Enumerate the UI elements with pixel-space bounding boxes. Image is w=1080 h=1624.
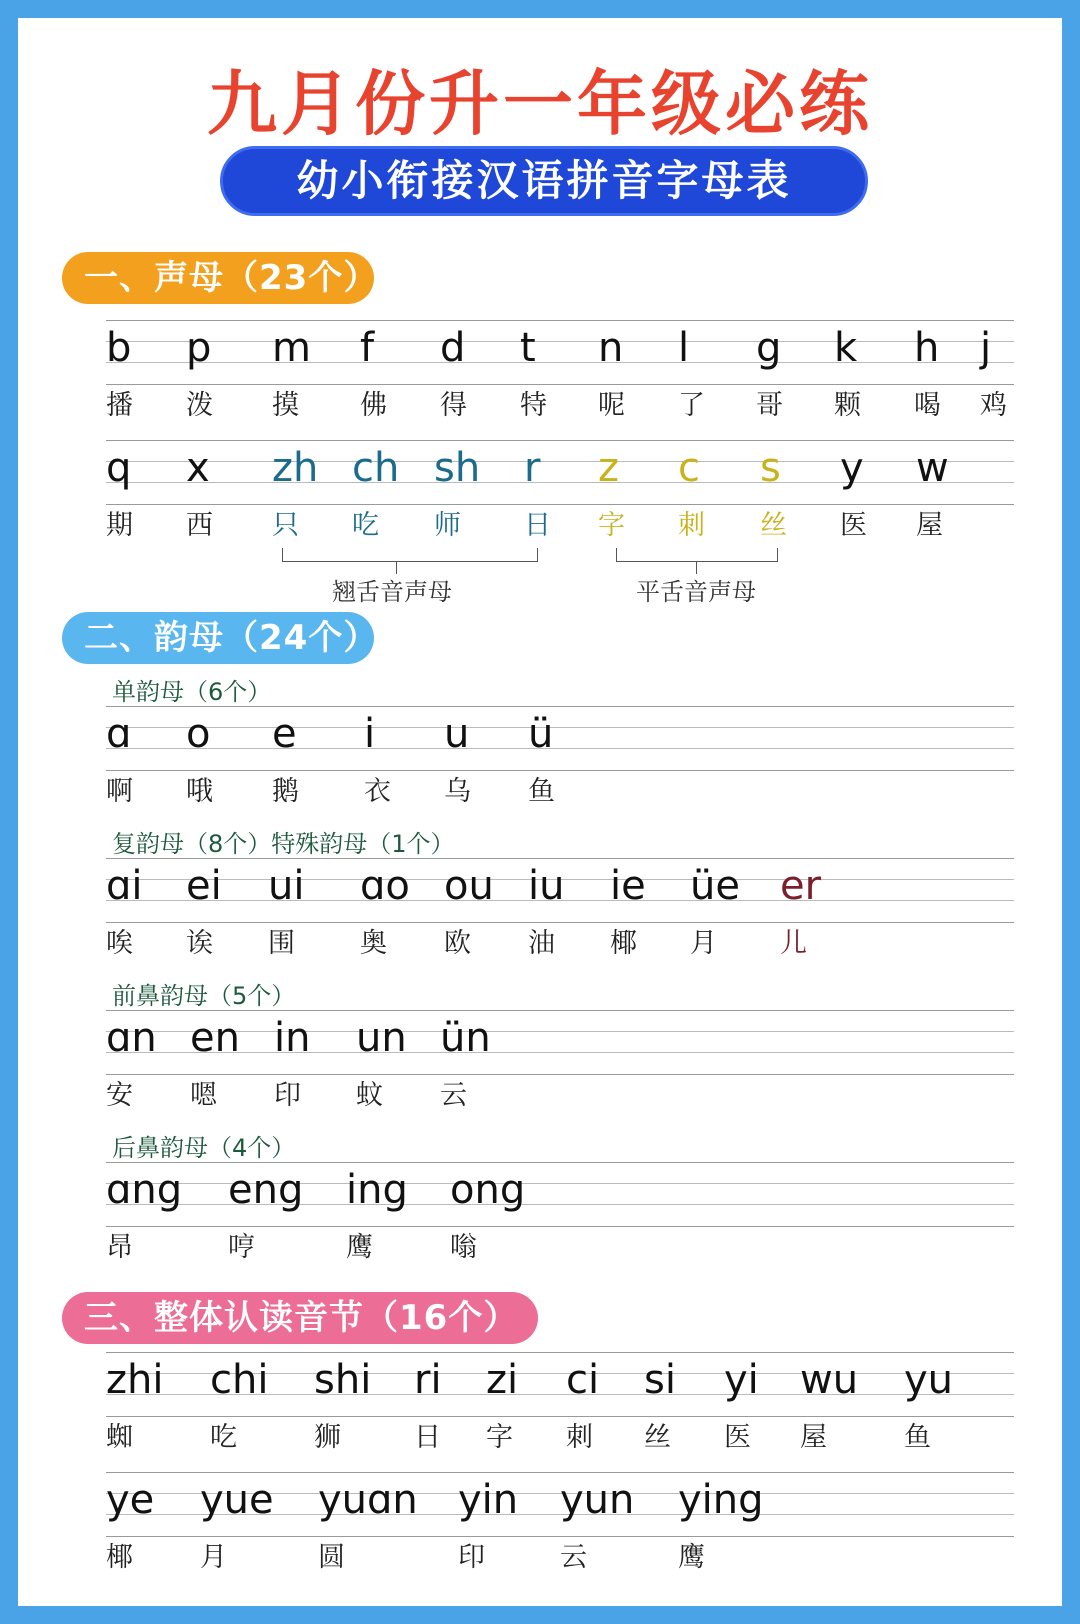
hanzi-诶: 诶 xyxy=(186,928,213,959)
pinyin-ɑo: ɑo xyxy=(360,863,410,909)
guide-line xyxy=(106,1226,1014,1227)
dan-yunmu-label: 单韵母（6个） xyxy=(112,678,272,706)
pinyin-ch: ch xyxy=(352,445,400,491)
hanzi-奥: 奥 xyxy=(360,928,387,959)
hanzi-乌: 乌 xyxy=(444,776,471,807)
pinyin-h: h xyxy=(914,325,940,371)
pinyin-p: p xyxy=(186,325,212,371)
pinyin-ong: ong xyxy=(450,1167,526,1213)
hanzi-特: 特 xyxy=(520,390,547,421)
pinyin-j: j xyxy=(980,325,992,371)
pinyin-yue: yue xyxy=(200,1477,274,1523)
hanzi-唉: 唉 xyxy=(106,928,133,959)
hanzi-日: 日 xyxy=(414,1422,441,1453)
guide-line xyxy=(106,1472,1014,1473)
hanzi-蜘: 蜘 xyxy=(106,1422,133,1453)
pinyin-ɑ: ɑ xyxy=(106,711,132,757)
qian-yunmu-label: 前鼻韵母（5个） xyxy=(112,982,296,1010)
guide-line xyxy=(106,1074,1014,1075)
pinyin-s: s xyxy=(760,445,781,491)
pinyin-yu: yu xyxy=(904,1357,954,1403)
pinyin-yin: yin xyxy=(458,1477,519,1523)
guide-line xyxy=(106,748,1014,749)
qiaoshe-label: 翘舌音声母 xyxy=(332,578,452,606)
pinyin-zi: zi xyxy=(486,1357,519,1403)
guide-line xyxy=(106,320,1014,321)
hanzi-颗: 颗 xyxy=(834,390,861,421)
guide-line xyxy=(106,504,1014,505)
guide-line xyxy=(106,1352,1014,1353)
section-yunmu-label: 二、韵母（24个） xyxy=(62,612,374,664)
pinyin-ei: ei xyxy=(186,863,222,909)
pinyin-z: z xyxy=(598,445,619,491)
hanzi-了: 了 xyxy=(678,390,705,421)
guide-line xyxy=(106,1031,1014,1032)
hanzi-吃: 吃 xyxy=(352,510,379,541)
pinyin-f: f xyxy=(360,325,375,371)
pinyin-in: in xyxy=(274,1015,311,1061)
pinyin-ri: ri xyxy=(414,1357,442,1403)
hanzi-刺: 刺 xyxy=(566,1422,593,1453)
hanzi-油: 油 xyxy=(528,928,555,959)
hanzi-围: 围 xyxy=(268,928,295,959)
pinyin-q: q xyxy=(106,445,132,491)
hanzi-圆: 圆 xyxy=(318,1542,345,1573)
hanzi-嗡: 嗡 xyxy=(450,1232,477,1263)
hanzi-西: 西 xyxy=(186,510,213,541)
pinyin-zhi: zhi xyxy=(106,1357,164,1403)
guide-line xyxy=(106,1536,1014,1537)
pingshe-label: 平舌音声母 xyxy=(636,578,756,606)
hanzi-昂: 昂 xyxy=(106,1232,133,1263)
hou-yunmu-label: 后鼻韵母（4个） xyxy=(112,1134,296,1162)
pinyin-b: b xyxy=(106,325,132,371)
guide-line xyxy=(106,858,1014,859)
hanzi-月: 月 xyxy=(200,1542,227,1573)
guide-line xyxy=(106,384,1014,385)
guide-line xyxy=(106,362,1014,363)
hanzi-佛: 佛 xyxy=(360,390,387,421)
hanzi-月: 月 xyxy=(690,928,717,959)
pinyin-si: si xyxy=(644,1357,676,1403)
hanzi-屋: 屋 xyxy=(800,1422,827,1453)
pinyin-u: u xyxy=(444,711,470,757)
pinyin-ui: ui xyxy=(268,863,305,909)
guide-line xyxy=(106,1052,1014,1053)
hanzi-丝: 丝 xyxy=(644,1422,671,1453)
pinyin-shi: shi xyxy=(314,1357,372,1403)
hanzi-鹰: 鹰 xyxy=(346,1232,373,1263)
pinyin-d: d xyxy=(440,325,466,371)
pinyin-yuɑn: yuɑn xyxy=(318,1477,418,1523)
hanzi-摸: 摸 xyxy=(272,390,299,421)
pinyin-wu: wu xyxy=(800,1357,859,1403)
fu-yunmu-label: 复韵母（8个）特殊韵母（1个） xyxy=(112,830,455,858)
hanzi-印: 印 xyxy=(458,1542,485,1573)
guide-line xyxy=(106,341,1014,342)
guide-line xyxy=(106,461,1014,462)
hanzi-哥: 哥 xyxy=(756,390,783,421)
hanzi-啊: 啊 xyxy=(106,776,133,807)
guide-line xyxy=(106,482,1014,483)
pinyin-c: c xyxy=(678,445,700,491)
hanzi-哦: 哦 xyxy=(186,776,213,807)
pinyin-ci: ci xyxy=(566,1357,600,1403)
pinyin-chi: chi xyxy=(210,1357,269,1403)
pinyin-t: t xyxy=(520,325,536,371)
pinyin-ɑn: ɑn xyxy=(106,1015,157,1061)
hanzi-衣: 衣 xyxy=(364,776,391,807)
pinyin-n: n xyxy=(598,325,624,371)
pinyin-o: o xyxy=(186,711,211,757)
pinyin-k: k xyxy=(834,325,858,371)
hanzi-医: 医 xyxy=(840,510,867,541)
hanzi-儿: 儿 xyxy=(780,928,807,959)
pingshe-bracket xyxy=(616,548,778,562)
hanzi-云: 云 xyxy=(560,1542,587,1573)
hanzi-鱼: 鱼 xyxy=(528,776,555,807)
hanzi-师: 师 xyxy=(434,510,461,541)
pinyin-er: er xyxy=(780,863,822,909)
hanzi-鹅: 鹅 xyxy=(272,776,299,807)
hanzi-期: 期 xyxy=(106,510,133,541)
hanzi-字: 字 xyxy=(598,510,625,541)
guide-line xyxy=(106,1416,1014,1417)
hanzi-播: 播 xyxy=(106,390,133,421)
pinyin-ying: ying xyxy=(678,1477,764,1523)
hanzi-字: 字 xyxy=(486,1422,513,1453)
pinyin-eng: eng xyxy=(228,1167,304,1213)
hanzi-得: 得 xyxy=(440,390,467,421)
hanzi-狮: 狮 xyxy=(314,1422,341,1453)
pinyin-ou: ou xyxy=(444,863,494,909)
pinyin-yi: yi xyxy=(724,1357,759,1403)
hanzi-印: 印 xyxy=(274,1080,301,1111)
hanzi-吃: 吃 xyxy=(210,1422,237,1453)
pinyin-i: i xyxy=(364,711,376,757)
guide-line xyxy=(106,727,1014,728)
pinyin-y: y xyxy=(840,445,864,491)
pinyin-en: en xyxy=(190,1015,240,1061)
hanzi-鱼: 鱼 xyxy=(904,1422,931,1453)
pinyin-l: l xyxy=(678,325,690,371)
hanzi-鸡: 鸡 xyxy=(980,390,1007,421)
section-shengmu-label: 一、声母（23个） xyxy=(62,252,374,304)
hanzi-呢: 呢 xyxy=(598,390,625,421)
pinyin-ing: ing xyxy=(346,1167,408,1213)
pinyin-sh: sh xyxy=(434,445,481,491)
section-zhengti-label: 三、整体认读音节（16个） xyxy=(62,1292,538,1344)
hanzi-云: 云 xyxy=(440,1080,467,1111)
pinyin-un: un xyxy=(356,1015,407,1061)
hanzi-哼: 哼 xyxy=(228,1232,255,1263)
guide-line xyxy=(106,440,1014,441)
guide-line xyxy=(106,922,1014,923)
hanzi-日: 日 xyxy=(524,510,551,541)
pinyin-iu: iu xyxy=(528,863,565,909)
pinyin-ü: ü xyxy=(528,711,554,757)
page-title: 九月份升一年级必练 xyxy=(207,63,873,145)
hanzi-欧: 欧 xyxy=(444,928,471,959)
hanzi-只: 只 xyxy=(272,510,299,541)
pinyin-ɑi: ɑi xyxy=(106,863,143,909)
hanzi-泼: 泼 xyxy=(186,390,213,421)
guide-line xyxy=(106,1162,1014,1163)
pinyin-x: x xyxy=(186,445,210,491)
pinyin-e: e xyxy=(272,711,297,757)
hanzi-刺: 刺 xyxy=(678,510,705,541)
guide-line xyxy=(106,706,1014,707)
pinyin-r: r xyxy=(524,445,541,491)
hanzi-嗯: 嗯 xyxy=(190,1080,217,1111)
guide-line xyxy=(106,1010,1014,1011)
hanzi-丝: 丝 xyxy=(760,510,787,541)
hanzi-屋: 屋 xyxy=(916,510,943,541)
hanzi-安: 安 xyxy=(106,1080,133,1111)
page-subtitle: 幼小衔接汉语拼音字母表 xyxy=(220,146,868,216)
hanzi-鹰: 鹰 xyxy=(678,1542,705,1573)
hanzi-医: 医 xyxy=(724,1422,751,1453)
pinyin-m: m xyxy=(272,325,311,371)
pinyin-w: w xyxy=(916,445,949,491)
pinyin-üe: üe xyxy=(690,863,740,909)
pinyin-ie: ie xyxy=(610,863,646,909)
pinyin-g: g xyxy=(756,325,782,371)
pinyin-zh: zh xyxy=(272,445,319,491)
pinyin-ye: ye xyxy=(106,1477,155,1523)
qiaoshe-bracket xyxy=(282,548,538,562)
hanzi-椰: 椰 xyxy=(106,1542,133,1573)
hanzi-蚊: 蚊 xyxy=(356,1080,383,1111)
guide-line xyxy=(106,770,1014,771)
pinyin-ün: ün xyxy=(440,1015,491,1061)
pinyin-ɑng: ɑng xyxy=(106,1167,183,1213)
hanzi-椰: 椰 xyxy=(610,928,637,959)
hanzi-喝: 喝 xyxy=(914,390,941,421)
pinyin-yun: yun xyxy=(560,1477,635,1523)
